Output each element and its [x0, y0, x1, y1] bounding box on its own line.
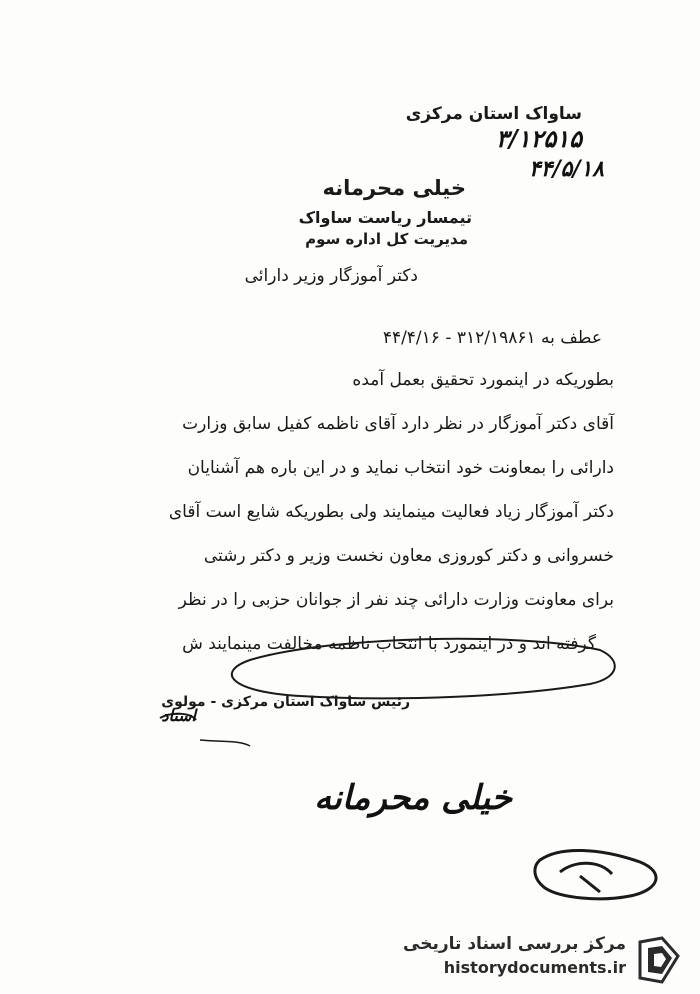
letter-number: ۳/۱۲۵۱۵ [495, 124, 582, 153]
body-line-4: دکتر آموزگار زیاد فعالیت مینمایند ولی بطوریکه شایع است آقای [168, 502, 614, 522]
handwritten-note: خیلی محرمانه [314, 778, 512, 818]
org-name: ساواک استان مرکزی [405, 104, 582, 124]
watermark-url: historydocuments.ir [443, 958, 626, 977]
subject-line: دکتر آموزگار وزیر دارائی [244, 266, 418, 286]
body-line-6: برای معاونت وزارت دارائی چند نفر از جوانان حزبی را در نظر [178, 590, 614, 610]
department-line: مدیریت کل اداره سوم [305, 230, 468, 248]
watermark [403, 934, 688, 986]
body-line-1: بطوریکه در اینمورد تحقیق بعمل آمده [352, 370, 614, 390]
reference-line: عطف به ۳۱۲/۱۹۸۶۱ - ۴۴/۴/۱۶ [382, 328, 602, 348]
archive-logo-icon [632, 934, 684, 986]
watermark-title: مرکز بررسی اسناد تاریخی [403, 934, 626, 954]
body-line-3: دارائی را بمعاونت خود انتخاب نماید و در این باره هم آشنایان [187, 458, 614, 478]
classification-stamp: خیلی محرمانه [322, 176, 466, 200]
recipient-line: تیمسار ریاست ساواک [298, 208, 472, 227]
body-line-7: گرفته اند و در اینمورد با انتخاب ناظمه مخالفت مینمایند ش [182, 634, 596, 654]
body-line-2: آقای دکتر آموزگار در نظر دارد آقای ناظمه کفیل سابق وزارت [182, 414, 614, 434]
body-line-5: خسروانی و دکتر کوروزی معاون نخست وزیر و دکتر رشتی [203, 546, 614, 566]
letter-date: ۴۴/۵/۱۸ [528, 156, 604, 182]
signature-title: رئیس ساواک استان مرکزی - مولوی [161, 694, 410, 710]
signature-note: استاد [161, 706, 196, 725]
